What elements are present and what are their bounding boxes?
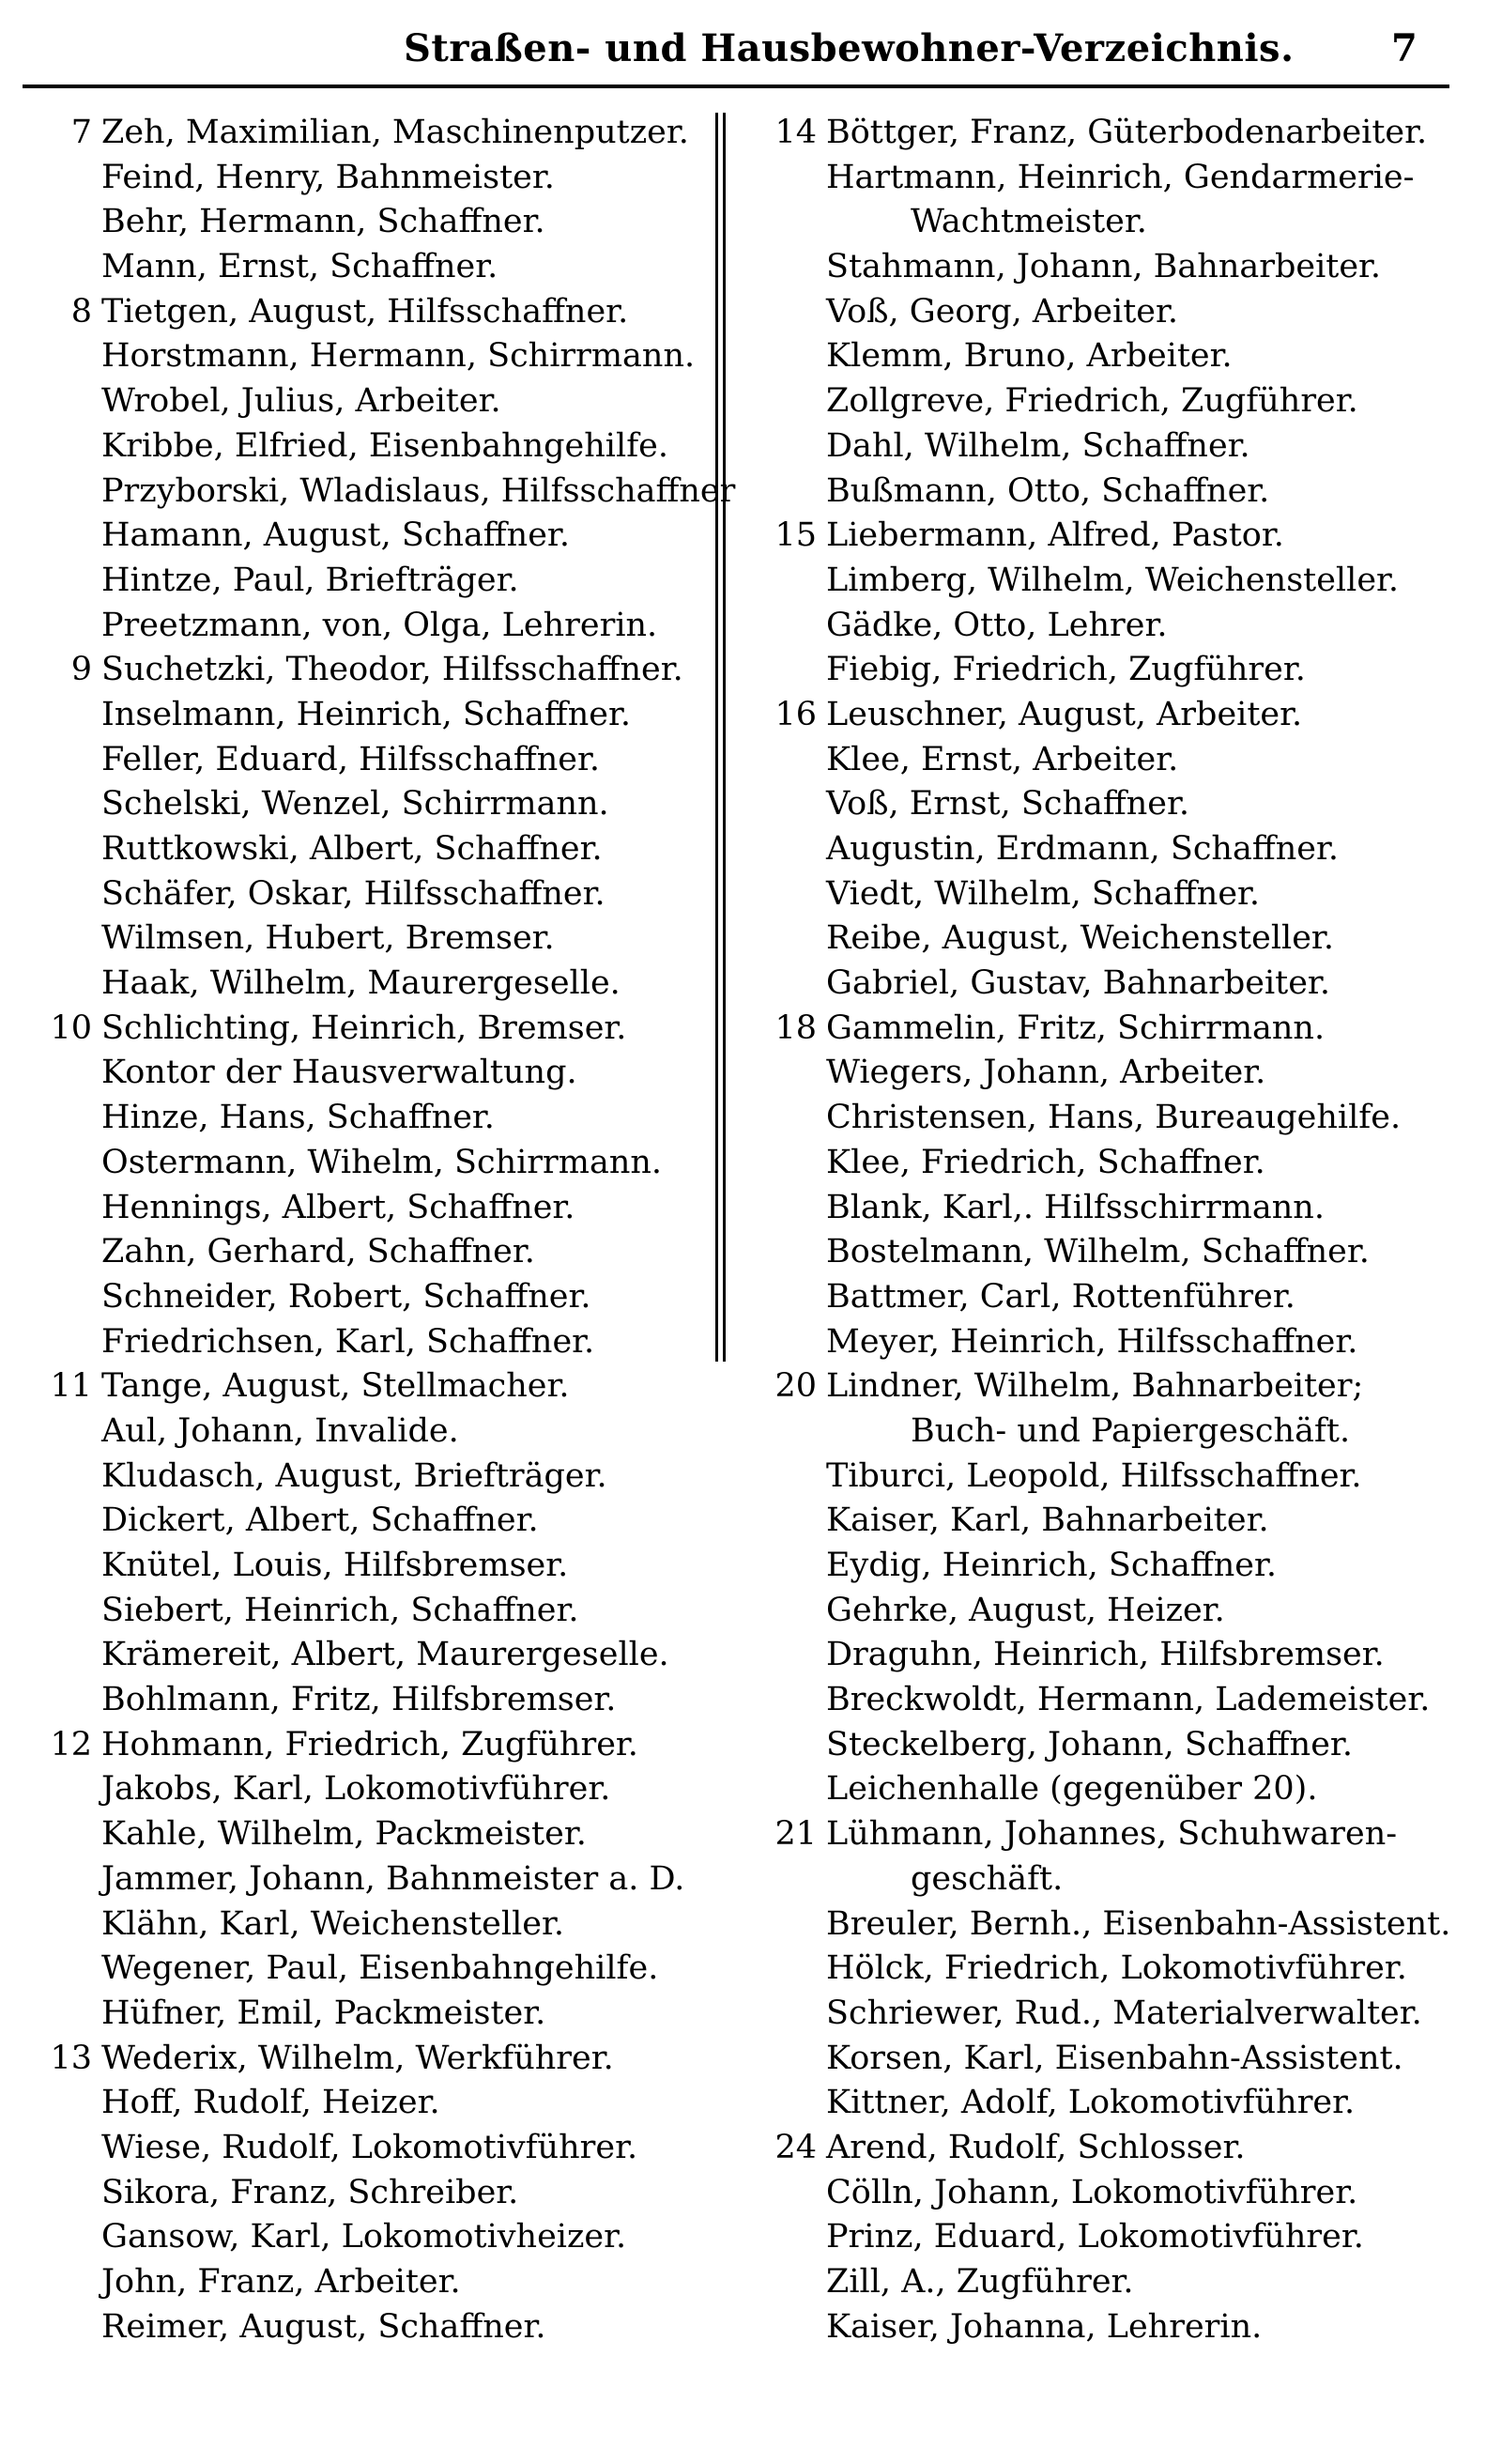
directory-entry — [26, 604, 721, 649]
directory-entry — [26, 2037, 721, 2082]
directory-entry — [751, 245, 1483, 290]
directory-entry — [26, 1409, 721, 1455]
resident-text: Zahn, Gerhard, Schaffner. — [101, 1233, 535, 1271]
directory-entry — [751, 1455, 1483, 1500]
resident-text: Schäfer, Oskar, Hilfsschaffner. — [101, 874, 605, 913]
resident-text: Lühmann, Johannes, Schuhwaren- — [826, 1815, 1398, 1854]
directory-entry — [26, 1320, 721, 1365]
directory-entry — [26, 1902, 721, 1948]
resident-text: Inselmann, Heinrich, Schaffner. — [101, 695, 632, 733]
resident-text: Friedrichsen, Karl, Schaffner. — [101, 1322, 595, 1361]
resident-text: Bohlmann, Fritz, Hilfsbremser. — [101, 1681, 617, 1719]
directory-entry — [26, 1589, 721, 1634]
resident-text: Schriewer, Rud., Materialverwalter. — [826, 1994, 1422, 2032]
resident-text: Dahl, Wilhelm, Schaffner. — [826, 426, 1250, 465]
resident-text: Augustin, Erdmann, Schaffner. — [826, 830, 1339, 868]
directory-entry — [751, 2260, 1483, 2305]
resident-text: Behr, Hermann, Schaffner. — [101, 203, 545, 241]
directory-entry — [26, 1051, 721, 1096]
directory-entry — [751, 1723, 1483, 1768]
resident-text: Draguhn, Heinrich, Hilfsbremser. — [826, 1636, 1385, 1674]
resident-text: Preetzmann, von, Olga, Lehrerin. — [101, 606, 658, 644]
house-number: 14 — [774, 114, 817, 151]
directory-entry — [26, 2215, 721, 2260]
directory-entry — [26, 290, 721, 335]
directory-entry — [26, 1007, 721, 1052]
resident-text: Liebermann, Alfred, Pastor. — [826, 516, 1284, 555]
resident-text: Lindner, Wilhelm, Bahnarbeiter; — [826, 1367, 1364, 1406]
resident-text: Fiebig, Friedrich, Zugführer. — [826, 651, 1306, 689]
resident-text: Suchetzki, Theodor, Hilfsschaffner. — [101, 651, 683, 689]
directory-entry — [751, 2081, 1483, 2126]
resident-text: Stahmann, Johann, Bahnarbeiter. — [826, 248, 1382, 286]
resident-text: Korsen, Karl, Eisenbahn-Assistent. — [826, 2039, 1403, 2077]
directory-entry — [751, 1364, 1483, 1409]
directory-entry — [751, 782, 1483, 827]
resident-text: Schelski, Wenzel, Schirrmann. — [101, 785, 609, 824]
resident-text: Christensen, Hans, Bureaugehilfe. — [826, 1099, 1402, 1137]
directory-entry — [26, 1812, 721, 1857]
directory-entry — [751, 1544, 1483, 1589]
directory-entry — [751, 1812, 1483, 1857]
directory-entry — [751, 916, 1483, 962]
resident-text: Zeh, Maximilian, Maschinenputzer. — [101, 114, 689, 151]
resident-text: Gammelin, Fritz, Schirrmann. — [826, 1009, 1326, 1047]
resident-text: Sikora, Franz, Schreiber. — [101, 2173, 519, 2211]
directory-entry — [751, 111, 1483, 156]
house-number: 24 — [774, 2128, 817, 2166]
house-number: 12 — [50, 1725, 92, 1763]
page-title: Straßen- und Hausbewohner-Verzeichnis. — [404, 26, 1295, 70]
directory-entry — [751, 379, 1483, 424]
directory-entry — [751, 559, 1483, 604]
resident-text: John, Franz, Arbeiter. — [101, 2263, 461, 2301]
resident-text: Kittner, Adolf, Lokomotivführer. — [826, 2084, 1356, 2122]
resident-text: Wederix, Wilhelm, Werkführer. — [101, 2039, 614, 2077]
directory-entry — [26, 1499, 721, 1544]
directory-entry — [26, 200, 721, 245]
resident-text: Blank, Karl,. Hilfsschirrmann. — [826, 1188, 1325, 1226]
resident-text: Limberg, Wilhelm, Weichensteller. — [826, 561, 1400, 599]
right-column — [751, 111, 1483, 2349]
directory-entry — [26, 245, 721, 290]
directory-entry — [751, 1947, 1483, 1992]
resident-text: Hamann, August, Schaffner. — [101, 516, 570, 555]
directory-entry — [26, 559, 721, 604]
resident-text: Wiese, Rudolf, Lokomotivführer. — [101, 2128, 638, 2166]
directory-entry — [751, 1275, 1483, 1320]
house-number: 13 — [50, 2039, 92, 2077]
directory-entry — [751, 2305, 1483, 2350]
resident-text: Reibe, August, Weichensteller. — [826, 919, 1334, 958]
directory-entry — [26, 962, 721, 1007]
directory-entry — [26, 2171, 721, 2216]
resident-text: Dickert, Albert, Schaffner. — [101, 1502, 539, 1540]
directory-entry — [751, 2171, 1483, 2216]
directory-entry — [26, 111, 721, 156]
directory-entry — [26, 379, 721, 424]
resident-text: Feind, Henry, Bahnmeister. — [101, 158, 555, 196]
house-number: 15 — [774, 516, 817, 555]
resident-text: Wegener, Paul, Eisenbahngehilfe. — [101, 1949, 659, 1988]
house-number: 8 — [70, 292, 92, 331]
directory-entry — [751, 2037, 1483, 2082]
directory-entry — [751, 334, 1483, 379]
directory-entry — [26, 470, 736, 515]
resident-text: Siebert, Heinrich, Schaffner. — [101, 1591, 579, 1629]
resident-text: Viedt, Wilhelm, Schaffner. — [826, 874, 1261, 913]
resident-text: Wilmsen, Hubert, Bremser. — [101, 919, 555, 958]
directory-entry — [26, 782, 721, 827]
resident-text: Jakobs, Karl, Lokomotivführer. — [101, 1770, 611, 1809]
directory-entry — [26, 648, 721, 693]
directory-entry — [26, 1992, 721, 2037]
resident-text: Przyborski, Wladislaus, Hilfsschaffner — [101, 471, 736, 510]
resident-text: Wrobel, Julius, Arbeiter. — [101, 382, 501, 421]
directory-entry — [751, 1230, 1483, 1275]
directory-entry — [751, 470, 1483, 515]
directory-entry — [751, 1767, 1483, 1812]
resident-text: Hohmann, Friedrich, Zugführer. — [101, 1725, 638, 1763]
directory-entry — [751, 290, 1483, 335]
resident-text: Tiburci, Leopold, Hilfsschaffner. — [826, 1456, 1362, 1495]
directory-entry — [26, 1723, 721, 1768]
directory-entry — [26, 334, 721, 379]
resident-text: Ruttkowski, Albert, Schaffner. — [101, 830, 603, 868]
resident-text: Bostelmann, Wilhelm, Schaffner. — [826, 1233, 1370, 1271]
directory-entry — [26, 827, 721, 872]
directory-entry — [26, 1275, 721, 1320]
directory-entry — [751, 827, 1483, 872]
directory-entry — [26, 693, 721, 738]
directory-entry — [751, 872, 1483, 917]
resident-text: Cölln, Johann, Lokomotivführer. — [826, 2173, 1358, 2211]
resident-text: Klee, Friedrich, Schaffner. — [826, 1143, 1265, 1181]
directory-entry — [26, 738, 721, 783]
directory-entry — [26, 2260, 721, 2305]
resident-text: Kontor der Hausverwaltung. — [101, 1054, 577, 1092]
directory-entry — [751, 1186, 1483, 1231]
directory-entry — [751, 693, 1483, 738]
resident-text: Buch- und Papiergeschäft. — [911, 1411, 1351, 1450]
directory-entry — [26, 1544, 721, 1589]
resident-text: Haak, Wilhelm, Maurergeselle. — [101, 964, 621, 1003]
directory-entry — [26, 2126, 721, 2171]
resident-text: Reimer, August, Schaffner. — [101, 2307, 546, 2346]
resident-text: Leuschner, August, Arbeiter. — [826, 695, 1303, 733]
resident-text: Hinze, Hans, Schaffner. — [101, 1099, 495, 1137]
resident-text: Jammer, Johann, Bahnmeister a. D. — [101, 1859, 685, 1898]
directory-entry — [751, 1857, 1483, 1902]
resident-text: Breckwoldt, Hermann, Lademeister. — [826, 1681, 1431, 1719]
left-column — [26, 111, 736, 2349]
directory-entry — [26, 1455, 721, 1500]
directory-entry — [751, 648, 1483, 693]
directory-entry — [751, 1320, 1483, 1365]
resident-text: Gansow, Karl, Lokomotivheizer. — [101, 2218, 627, 2256]
resident-text: Zollgreve, Friedrich, Zugführer. — [826, 382, 1358, 421]
resident-text: Leichenhalle (gegenüber 20). — [826, 1770, 1318, 1809]
resident-text: Klähn, Karl, Weichensteller. — [101, 1904, 565, 1943]
directory-entry — [26, 1364, 721, 1409]
directory-entry — [751, 1678, 1483, 1723]
directory-entry — [26, 916, 721, 962]
resident-text: Kribbe, Elfried, Eisenbahngehilfe. — [101, 426, 668, 465]
resident-text: Kludasch, August, Briefträger. — [101, 1456, 607, 1495]
resident-text: Horstmann, Hermann, Schirrmann. — [101, 337, 696, 376]
resident-text: Schlichting, Heinrich, Bremser. — [101, 1009, 627, 1047]
resident-text: Böttger, Franz, Güterbodenarbeiter. — [826, 114, 1428, 151]
directory-entry — [26, 1096, 721, 1141]
house-number: 9 — [70, 651, 92, 689]
directory-entry — [26, 1857, 721, 1902]
directory-entry — [751, 200, 1483, 245]
directory-entry — [751, 1007, 1483, 1052]
directory-entry — [751, 2126, 1483, 2171]
directory-entry — [751, 1633, 1483, 1678]
resident-text: Schneider, Robert, Schaffner. — [101, 1277, 591, 1316]
resident-text: Hennings, Albert, Schaffner. — [101, 1188, 575, 1226]
resident-text: Kaiser, Johanna, Lehrerin. — [826, 2307, 1263, 2346]
directory-entry — [751, 604, 1483, 649]
resident-text: Klemm, Bruno, Arbeiter. — [826, 337, 1233, 376]
resident-text: Krämereit, Albert, Maurergeselle. — [101, 1636, 669, 1674]
resident-text: Steckelberg, Johann, Schaffner. — [826, 1725, 1353, 1763]
resident-text: Battmer, Carl, Rottenführer. — [826, 1277, 1295, 1316]
resident-text: Hintze, Paul, Briefträger. — [101, 561, 519, 599]
house-number: 16 — [774, 695, 817, 733]
house-number: 18 — [774, 1009, 817, 1047]
directory-entry — [26, 2081, 721, 2126]
directory-entry — [26, 1633, 721, 1678]
header-rule — [23, 85, 1449, 88]
house-number: 10 — [50, 1009, 92, 1047]
resident-text: Kaiser, Karl, Bahnarbeiter. — [826, 1502, 1269, 1540]
resident-text: Ostermann, Wihelm, Schirrmann. — [101, 1143, 663, 1181]
directory-entry — [751, 962, 1483, 1007]
directory-entry — [26, 514, 721, 559]
column-divider-right — [723, 113, 726, 1362]
resident-text: Mann, Ernst, Schaffner. — [101, 248, 498, 286]
directory-entry — [26, 1678, 721, 1723]
resident-text: Prinz, Eduard, Lokomotivführer. — [826, 2218, 1364, 2256]
resident-text: Tietgen, August, Hilfsschaffner. — [101, 292, 629, 331]
resident-text: Hüfner, Emil, Packmeister. — [101, 1994, 546, 2032]
resident-text: Gabriel, Gustav, Bahnarbeiter. — [826, 964, 1330, 1003]
directory-entry — [751, 514, 1483, 559]
directory-entry — [751, 738, 1483, 783]
resident-text: Tange, August, Stellmacher. — [101, 1367, 570, 1406]
resident-text: Wachtmeister. — [911, 203, 1147, 241]
directory-entry — [751, 1902, 1483, 1948]
resident-text: Wiegers, Johann, Arbeiter. — [826, 1054, 1266, 1092]
resident-text: Eydig, Heinrich, Schaffner. — [826, 1547, 1277, 1584]
house-number: 7 — [70, 114, 92, 151]
resident-text: geschäft. — [911, 1859, 1064, 1898]
directory-entry — [751, 1096, 1483, 1141]
house-number: 20 — [774, 1367, 817, 1406]
directory-entry — [751, 1409, 1483, 1455]
resident-text: Gädke, Otto, Lehrer. — [826, 606, 1168, 644]
page-number: 7 — [1391, 26, 1418, 70]
directory-entry — [26, 1141, 721, 1186]
resident-text: Zill, A., Zugführer. — [826, 2263, 1134, 2301]
directory-entry — [26, 1767, 721, 1812]
directory-entry — [751, 2215, 1483, 2260]
house-number: 11 — [50, 1367, 92, 1406]
directory-entry — [26, 2305, 721, 2350]
resident-text: Hölck, Friedrich, Lokomotivführer. — [826, 1949, 1407, 1988]
resident-text: Hartmann, Heinrich, Gendarmerie- — [826, 158, 1415, 196]
directory-entry — [26, 872, 721, 917]
directory-entry — [26, 1230, 721, 1275]
directory-entry — [751, 156, 1483, 201]
directory-entry — [751, 1141, 1483, 1186]
directory-entry — [751, 424, 1483, 470]
resident-text: Voß, Georg, Arbeiter. — [826, 292, 1179, 331]
resident-text: Kahle, Wilhelm, Packmeister. — [101, 1815, 587, 1854]
resident-text: Gehrke, August, Heizer. — [826, 1591, 1225, 1629]
resident-text: Aul, Johann, Invalide. — [101, 1411, 459, 1450]
directory-entry — [751, 1589, 1483, 1634]
resident-text: Feller, Eduard, Hilfsschaffner. — [101, 740, 600, 778]
resident-text: Hoff, Rudolf, Heizer. — [101, 2084, 440, 2122]
directory-entry — [751, 1051, 1483, 1096]
house-number: 21 — [774, 1815, 817, 1854]
resident-text: Meyer, Heinrich, Hilfsschaffner. — [826, 1322, 1358, 1361]
resident-text: Arend, Rudolf, Schlosser. — [826, 2128, 1246, 2166]
directory-entry — [26, 424, 721, 470]
page-header — [0, 26, 1502, 83]
resident-text: Bußmann, Otto, Schaffner. — [826, 471, 1270, 510]
resident-text: Breuler, Bernh., Eisenbahn-Assistent. — [826, 1904, 1451, 1943]
directory-entry — [26, 156, 721, 201]
directory-entry — [26, 1947, 721, 1992]
directory-entry — [26, 1186, 721, 1231]
resident-text: Voß, Ernst, Schaffner. — [826, 785, 1189, 824]
resident-text: Klee, Ernst, Arbeiter. — [826, 740, 1179, 778]
directory-entry — [751, 1992, 1483, 2037]
resident-text: Knütel, Louis, Hilfsbremser. — [101, 1547, 569, 1584]
directory-entry — [751, 1499, 1483, 1544]
